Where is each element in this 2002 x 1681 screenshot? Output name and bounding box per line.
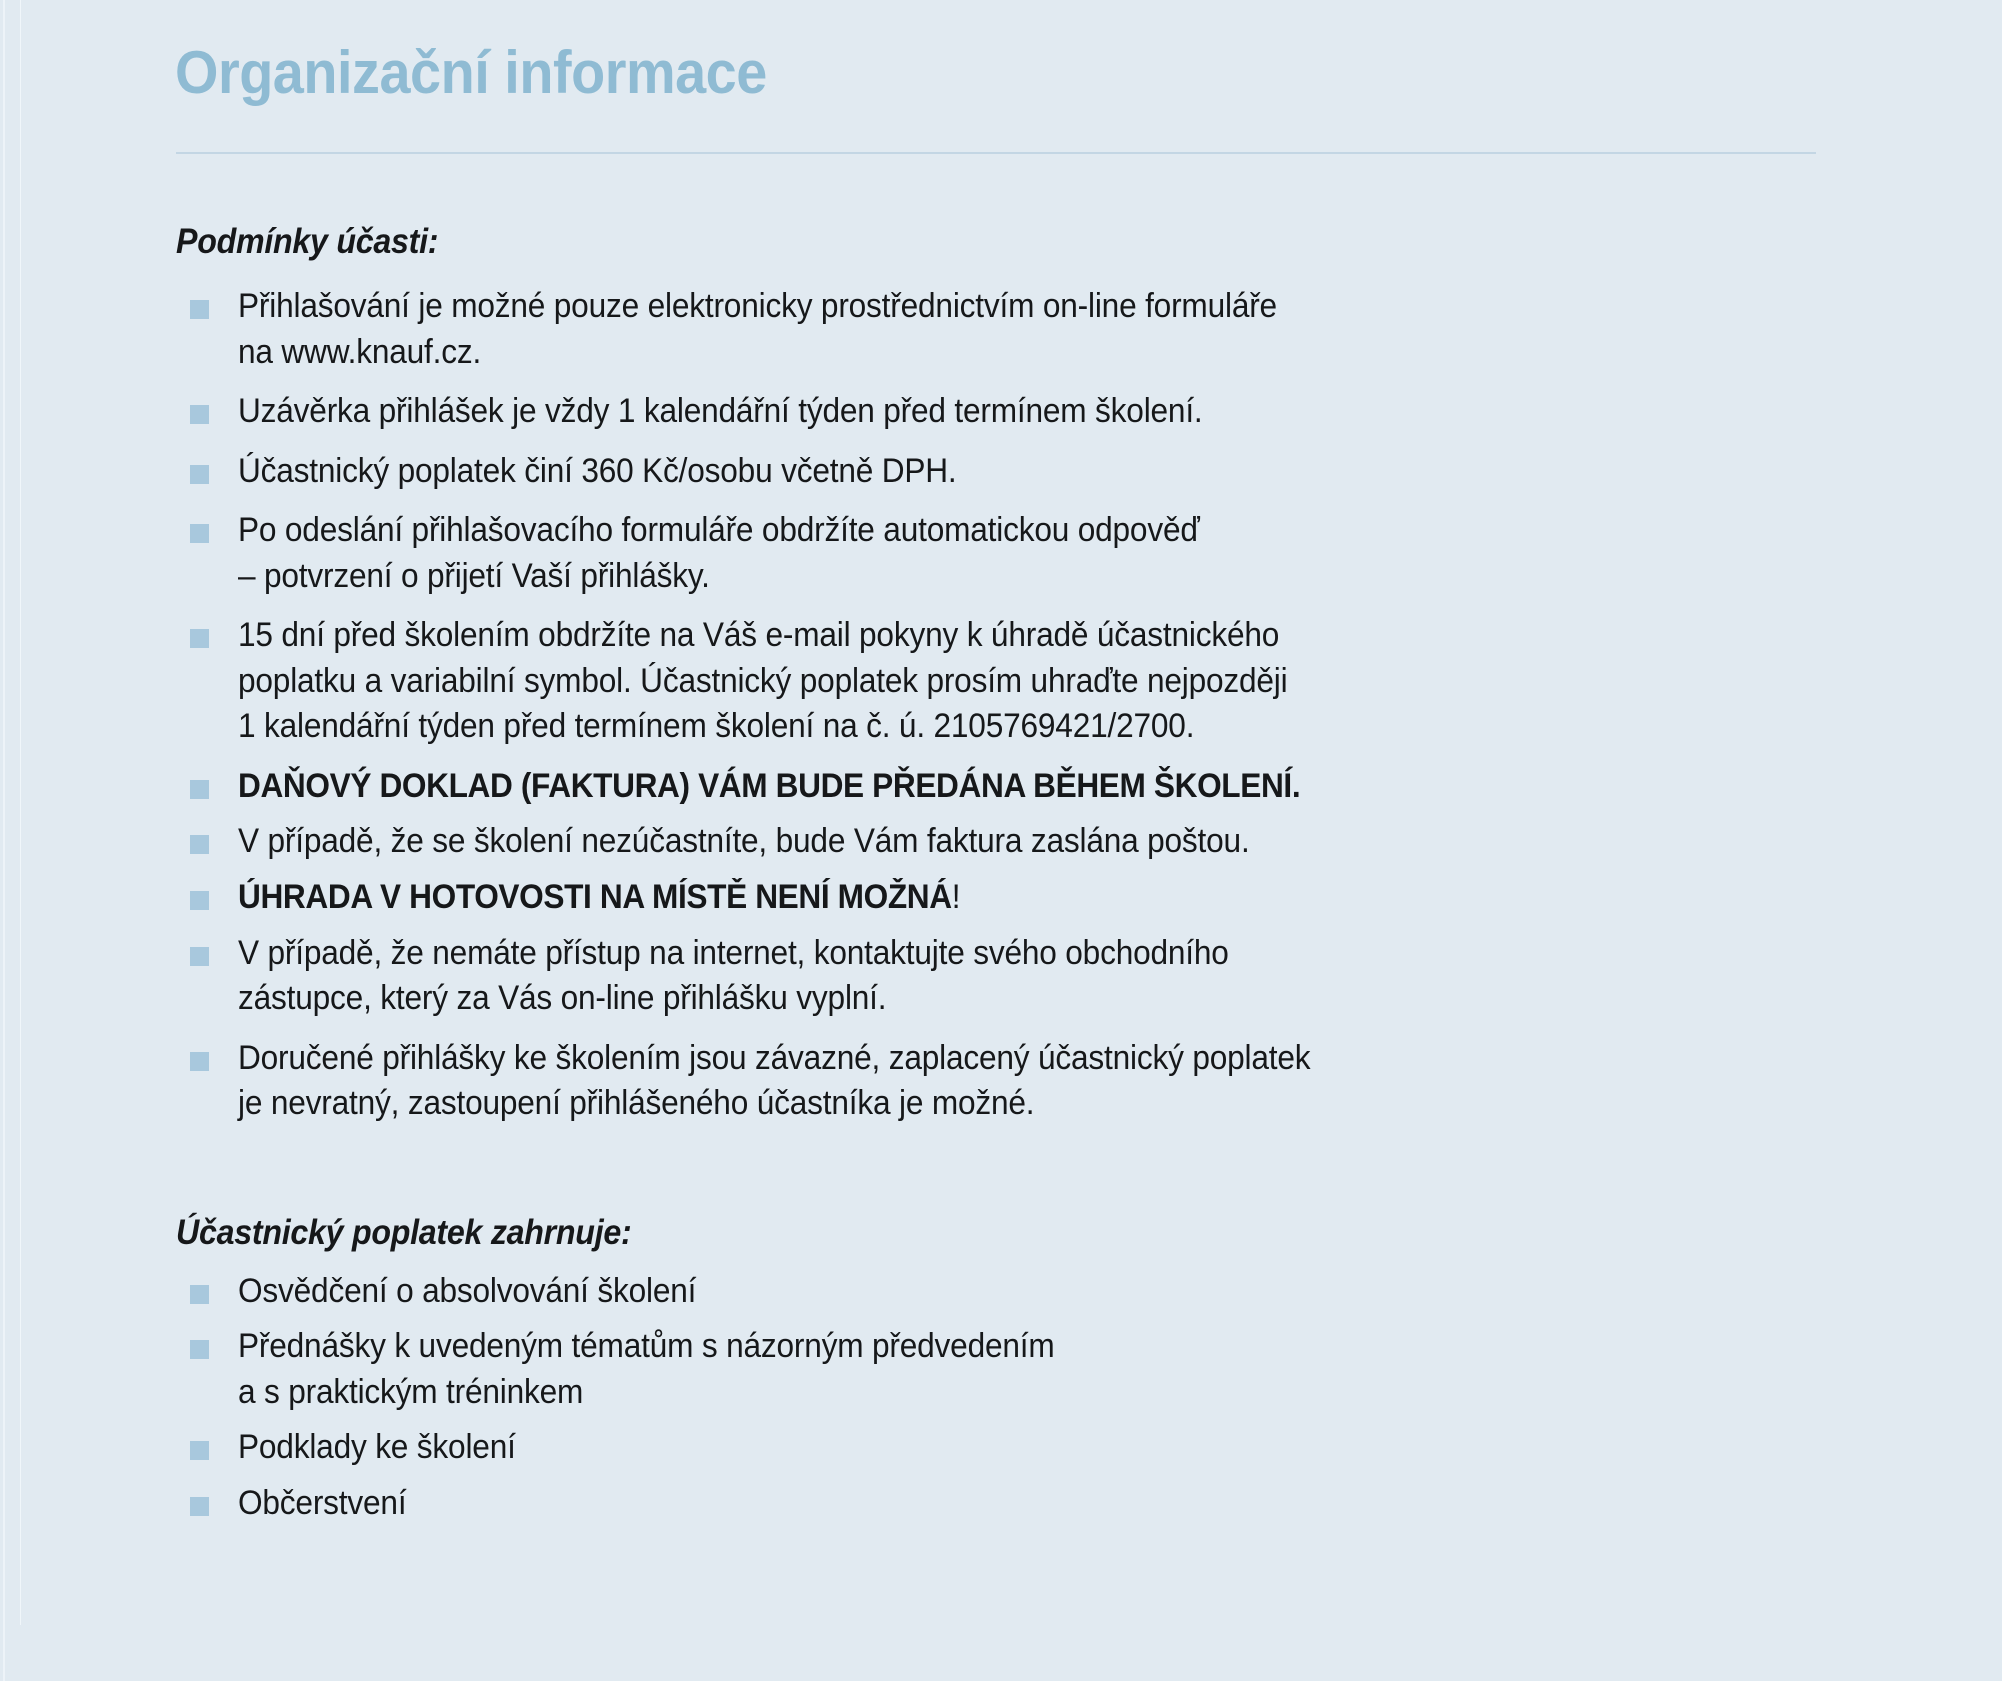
list-item <box>176 1324 1876 1415</box>
list-item-line: zástupce, který za Vás on-line přihlášku vyplní. <box>238 979 887 1018</box>
list-item-emphasis <box>176 764 1876 810</box>
square-bullet-icon <box>190 835 209 854</box>
list-item-line: Občerstvení <box>238 1483 407 1522</box>
list-item <box>176 1269 1876 1315</box>
list-item-line: V případě, že nemáte přístup na internet, kontaktujte svého obchodního <box>238 933 1229 972</box>
section-heading-podminky-ucasti: Podmínky účasti: <box>176 222 439 261</box>
list-item-line: Uzávěrka přihlášek je vždy 1 kalendářní týden před termínem školení. <box>238 392 1203 431</box>
list-item-line: poplatku a variabilní symbol. Účastnický poplatek prosím uhraďte nejpozději <box>238 661 1288 700</box>
square-bullet-icon <box>190 891 209 910</box>
square-bullet-icon <box>190 524 209 543</box>
list-item-line: Po odeslání přihlašovacího formuláře obdržíte automatickou odpověď <box>238 511 1200 550</box>
section-poplatek-zahrnuje <box>176 1213 1876 1527</box>
section-heading-poplatek-zahrnuje: Účastnický poplatek zahrnuje: <box>176 1212 632 1252</box>
square-bullet-icon <box>190 629 209 648</box>
list-item <box>176 284 1876 375</box>
list-item <box>176 1425 1876 1471</box>
list-item <box>176 1481 1876 1527</box>
square-bullet-icon <box>190 1285 209 1304</box>
list-item-line: Účastnický poplatek činí 360 Kč/osobu včetně DPH. <box>238 451 957 490</box>
section-spacer <box>176 1141 1876 1213</box>
list-item-line: DAŇOVÝ DOKLAD (FAKTURA) VÁM BUDE PŘEDÁNA BĚHEM ŠKOLENÍ. <box>238 766 1301 805</box>
list-item-line: 1 kalendářní týden před termínem školení na č. ú. 2105769421/2700. <box>238 707 1195 746</box>
square-bullet-icon <box>190 1441 209 1460</box>
page-title: Organizační informace <box>175 39 767 106</box>
list-item <box>176 508 1876 599</box>
square-bullet-icon <box>190 780 209 799</box>
document-content <box>176 222 1876 1536</box>
bullet-list-poplatek-zahrnuje <box>176 1269 1876 1527</box>
title-divider <box>176 152 1816 154</box>
list-item <box>176 389 1876 435</box>
list-item-line: na www.knauf.cz. <box>238 332 482 371</box>
list-item-line: a s praktickým tréninkem <box>238 1372 584 1411</box>
list-item <box>176 819 1876 865</box>
list-item-line: V případě, že se školení nezúčastníte, bude Vám faktura zaslána poštou. <box>238 822 1250 861</box>
list-item-line: Přihlašování je možné pouze elektronicky prostřednictvím on-line formuláře <box>238 287 1277 325</box>
list-item <box>176 1036 1876 1127</box>
square-bullet-icon <box>190 1052 209 1071</box>
list-item-line: Doručené přihlášky ke školením jsou závazné, zaplacený účastnický poplatek <box>238 1038 1311 1077</box>
square-bullet-icon <box>190 1340 209 1359</box>
list-item-line: Přednášky k uvedeným tématům s názorným předvedením <box>238 1327 1055 1366</box>
section-podminky-ucasti <box>176 222 1876 1127</box>
list-item-emphasis <box>176 875 1876 921</box>
square-bullet-icon <box>190 465 209 484</box>
list-item <box>176 613 1876 750</box>
list-item-line: ÚHRADA V HOTOVOSTI NA MÍSTĚ NENÍ MOŽNÁ <box>238 878 952 917</box>
square-bullet-icon <box>190 405 209 424</box>
square-bullet-icon <box>190 300 209 319</box>
square-bullet-icon <box>190 1497 209 1516</box>
list-item-line: – potvrzení o přijetí Vaší přihlášky. <box>238 556 710 595</box>
square-bullet-icon <box>190 947 209 966</box>
list-item-line: je nevratný, zastoupení přihlášeného účastníka je možné. <box>238 1084 1035 1123</box>
list-item-line: Osvědčení o absolvování školení <box>238 1271 697 1310</box>
list-item-line: 15 dní před školením obdržíte na Váš e-mail pokyny k úhradě účastnického <box>238 616 1280 655</box>
list-item <box>176 931 1876 1022</box>
list-item-suffix: ! <box>951 878 961 917</box>
list-item-line-composite <box>238 875 1761 921</box>
bullet-list-podminky-ucasti <box>176 284 1876 1127</box>
list-item <box>176 449 1876 495</box>
list-item-line: Podklady ke školení <box>238 1428 516 1467</box>
